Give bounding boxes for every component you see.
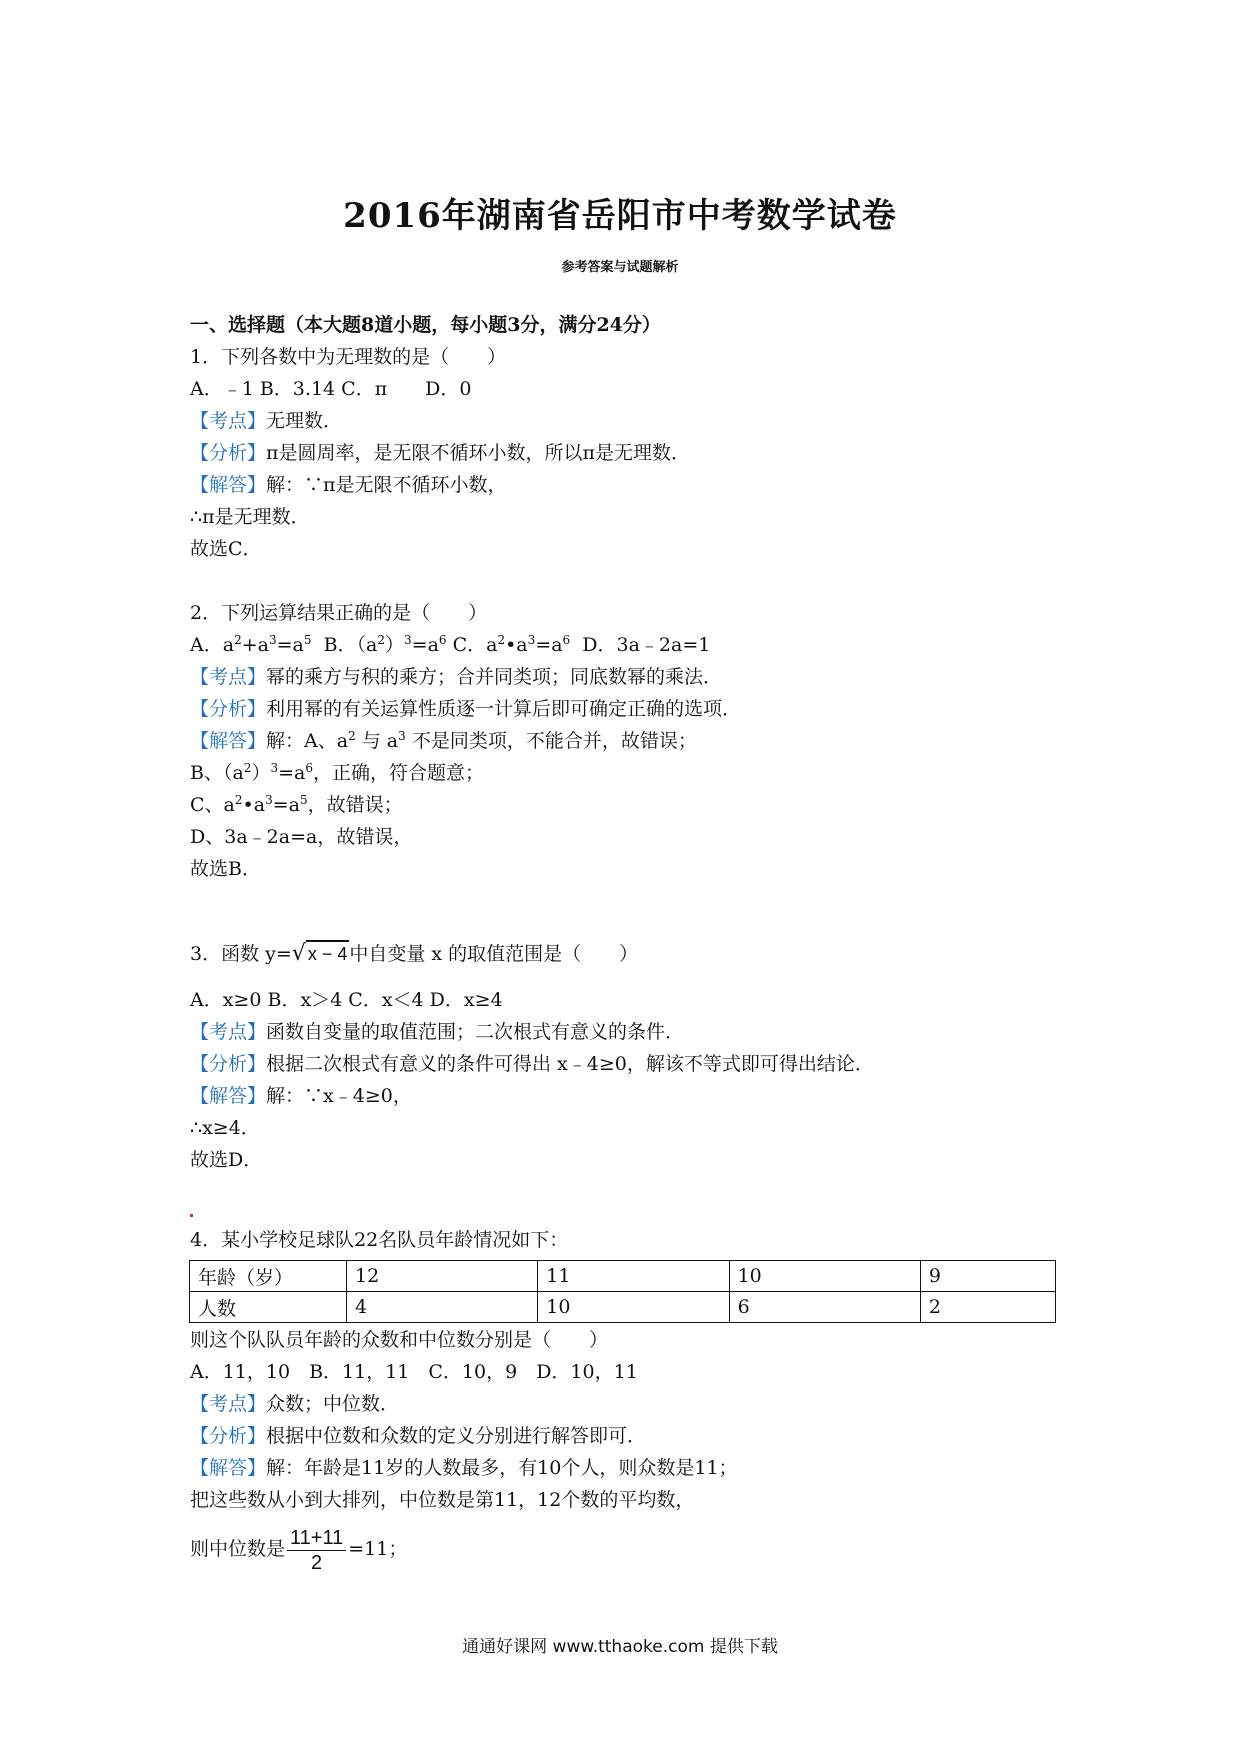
q4-jieda-text: 解：年龄是11岁的人数最多，有10个人，则众数是11； xyxy=(266,1457,738,1479)
fenxi-label: 【分析】 xyxy=(190,698,267,720)
q1-kaodian xyxy=(190,409,342,433)
table-cell: 年龄（岁） xyxy=(190,1261,347,1292)
q3-kaodian xyxy=(190,1020,684,1044)
q3-kaodian-text: 函数自变量的取值范围；二次根式有意义的条件． xyxy=(266,1021,685,1043)
q4-fenxi-text: 根据中位数和众数的定义分别进行解答即可． xyxy=(266,1425,647,1447)
page-subtitle: 参考答案与试题解析 xyxy=(561,260,679,275)
jieda-label: 【解答】 xyxy=(190,730,267,752)
q1-kaodian-text: 无理数． xyxy=(266,410,343,432)
jieda-label: 【解答】 xyxy=(190,1457,267,1479)
q4-fenxi xyxy=(190,1424,646,1448)
table-cell: 10 xyxy=(538,1292,729,1323)
q3-stem-post: 中自变量 x 的取值范围是（ ） xyxy=(349,943,639,965)
sqrt-expression xyxy=(292,940,350,966)
kaodian-label: 【考点】 xyxy=(190,666,267,688)
table-cell: 9 xyxy=(920,1261,1055,1292)
q3-jieda xyxy=(190,1084,412,1108)
q1-fenxi xyxy=(190,441,690,465)
q4-kaodian-text: 众数；中位数． xyxy=(266,1393,400,1415)
kaodian-label: 【考点】 xyxy=(190,1393,267,1415)
q3-fenxi xyxy=(190,1052,874,1076)
q1-options: A．﹣1 B．3.14 C．π D．0 xyxy=(190,378,472,400)
q4-solution-line-1: 把这些数从小到大排列，中位数是第11，12个数的平均数， xyxy=(190,1489,695,1511)
fraction-numerator: 11+11 xyxy=(287,1526,346,1551)
q1-jieda xyxy=(190,473,507,497)
page-title: 2016年湖南省岳阳市中考数学试卷 xyxy=(343,196,897,236)
q3-stem-pre: 3．函数 y= xyxy=(190,943,292,965)
table-cell: 12 xyxy=(347,1261,538,1292)
q3-fenxi-text: 根据二次根式有意义的条件可得出 x﹣4≥0，解该不等式即可得出结论． xyxy=(266,1053,874,1075)
fenxi-label: 【分析】 xyxy=(190,1425,267,1447)
fraction-denominator: 2 xyxy=(311,1551,323,1574)
q2-solution-b: B、$(a^2)^3=a^6$，正确，符合题意； xyxy=(190,761,484,784)
section-heading: 一、选择题（本大题8道小题，每小题3分，满分24分） xyxy=(190,314,661,336)
jieda-label: 【解答】 xyxy=(190,1085,267,1107)
jieda-label: 【解答】 xyxy=(190,474,267,496)
q4-stem: 4．某小学校足球队22名队员年龄情况如下： xyxy=(190,1229,569,1251)
q4-jieda xyxy=(190,1456,738,1480)
q2-kaodian xyxy=(190,665,722,689)
q2-solution-d: D、3a﹣2a=a，故错误， xyxy=(190,826,413,848)
q2-fenxi-text: 利用幂的有关运算性质逐一计算后即可确定正确的选项． xyxy=(266,698,742,720)
q2-kaodian-text: 幂的乘方与积的乘方；合并同类项；同底数幂的乘法． xyxy=(266,666,723,688)
kaodian-label: 【考点】 xyxy=(190,1021,267,1043)
q3-options: A．x≥0 B．x＞4 C．x＜4 D．x≥4 xyxy=(190,989,503,1011)
q3-solution-line-1: ∴x≥4． xyxy=(190,1117,260,1139)
q1-jieda-text: 解：∵π是无限不循环小数， xyxy=(266,474,507,496)
q1-solution-line-1: ∴π是无理数． xyxy=(190,506,310,528)
table-row xyxy=(190,1261,1056,1292)
q4-question: 则这个队队员年龄的众数和中位数分别是（ ） xyxy=(190,1329,609,1351)
q3-jieda-text: 解：∵x﹣4≥0， xyxy=(266,1085,412,1107)
q4-sol2-pre: 则中位数是 xyxy=(190,1538,286,1560)
table-cell: 4 xyxy=(347,1292,538,1323)
table-cell: 2 xyxy=(920,1292,1055,1323)
table-cell: 人数 xyxy=(190,1292,347,1323)
radical-icon: √ xyxy=(291,941,306,966)
q3-stem xyxy=(190,940,638,966)
q2-solution-end: 故选B． xyxy=(190,858,261,880)
table-cell: 6 xyxy=(729,1292,920,1323)
median-fraction xyxy=(287,1526,346,1575)
q3-solution-line-2: 故选D． xyxy=(190,1149,263,1171)
q4-options: A．11，10 B．11，11 C．10，9 D．10，11 xyxy=(190,1361,638,1383)
fenxi-label: 【分析】 xyxy=(190,1053,267,1075)
q2-solution-c: C、$a^2•a^3=a^5$，故错误； xyxy=(190,793,403,816)
table-cell: 10 xyxy=(729,1261,920,1292)
q1-fenxi-text: π是圆周率，是无限不循环小数，所以π是无理数． xyxy=(266,442,690,464)
q4-sol2-post: =11； xyxy=(348,1538,408,1560)
q1-solution-line-2: 故选C． xyxy=(190,538,262,560)
footer-credit: 通通好课网 www.tthaoke.com 提供下载 xyxy=(462,1637,778,1657)
radicand: x − 4 xyxy=(306,940,350,966)
q4-solution-line-2 xyxy=(190,1524,407,1575)
q2-options: A．$a^2+a^3=a^5$ B．$(a^2)^3=a^6$ C．$a^2•a^3=a^6$ D．3a﹣2a=1 xyxy=(190,633,711,656)
age-table xyxy=(189,1260,1056,1323)
kaodian-label: 【考点】 xyxy=(190,410,267,432)
table-cell: 11 xyxy=(538,1261,729,1292)
q4-kaodian xyxy=(190,1392,399,1416)
q2-fenxi xyxy=(190,697,741,721)
q1-stem: 1．下列各数中为无理数的是（ ） xyxy=(190,346,507,368)
speck-mark xyxy=(190,1214,193,1217)
fenxi-label: 【分析】 xyxy=(190,442,267,464)
q2-jieda: 【解答】解：A、$a^2$ 与 $a^3$ 不是同类项，不能合并，故错误； xyxy=(190,729,697,752)
table-row xyxy=(190,1292,1056,1323)
q2-stem: 2．下列运算结果正确的是（ ） xyxy=(190,602,488,624)
